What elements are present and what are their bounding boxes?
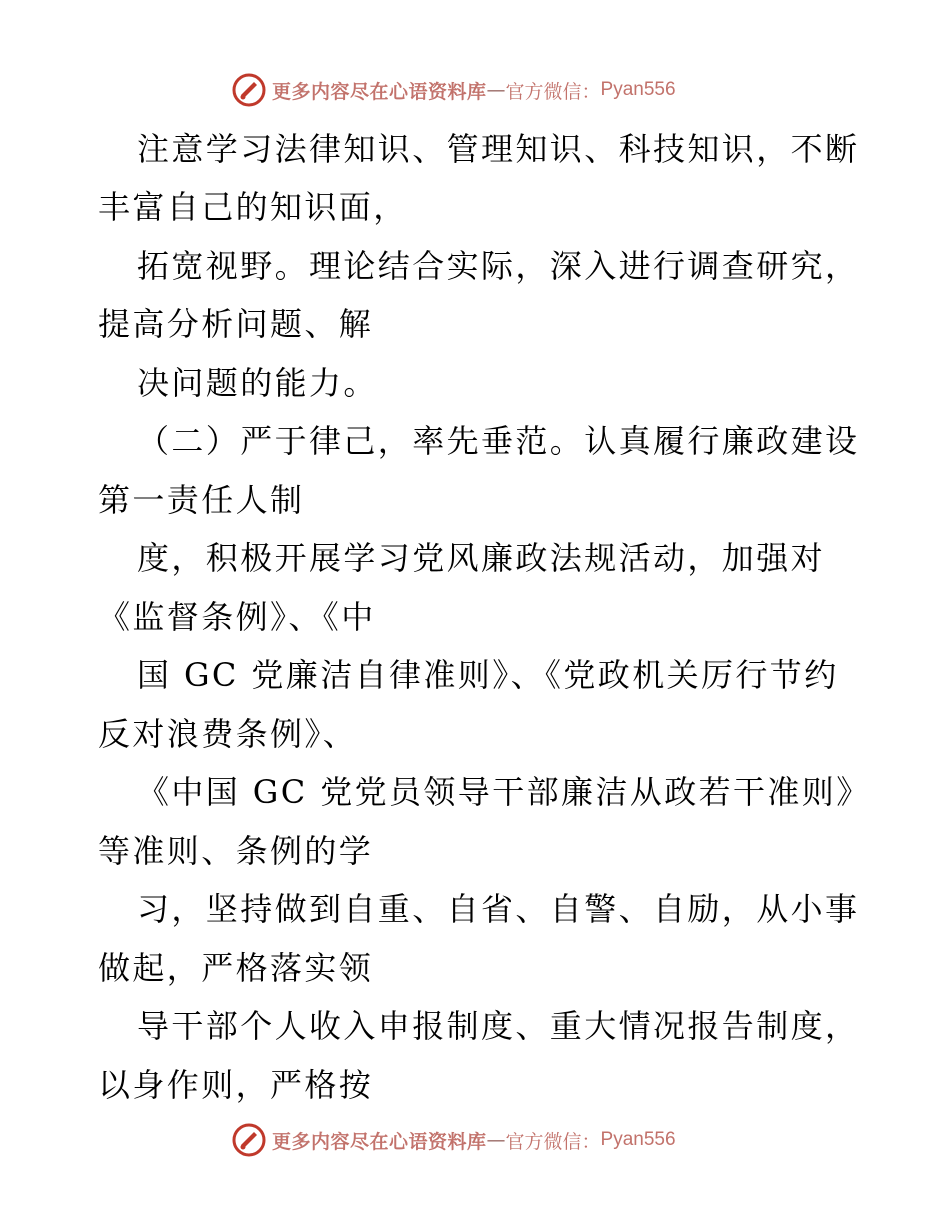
brand-logo-icon: [232, 1123, 266, 1157]
text-line: 《中国 GC 党党员领导干部廉洁从政若干准则》: [137, 773, 871, 811]
banner-separator: —: [486, 1129, 506, 1151]
text-line: 做起，严格落实领: [98, 949, 374, 987]
text-line: 提高分析问题、解: [98, 305, 374, 343]
banner-wechat-id: Pyan556: [600, 79, 676, 100]
header-watermark-banner: [232, 70, 712, 110]
text-line: 以身作则，严格按: [98, 1066, 374, 1104]
banner-brand-text: 更多内容尽在心语资料库: [272, 80, 487, 103]
banner-brand-text: 更多内容尽在心语资料库: [272, 1130, 487, 1153]
text-line: 丰富自己的知识面，: [98, 188, 408, 226]
text-line: 反对浪费条例》、: [98, 715, 358, 753]
text-line: 导干部个人收入申报制度、重大情况报告制度，: [137, 1007, 860, 1045]
text-line: 第一责任人制: [98, 481, 305, 519]
banner-separator: —: [486, 79, 506, 101]
text-line: 等准则、条例的学: [98, 832, 374, 870]
text-line: 拓宽视野。理论结合实际，深入进行调查研究，: [137, 247, 860, 285]
text-line: （二）严于律己，率先垂范。认真履行廉政建设: [137, 422, 860, 460]
footer-watermark-banner: [232, 1120, 712, 1160]
text-line: 国 GC 党廉洁自律准则》、《党政机关厉行节约: [137, 656, 839, 694]
text-line: 决问题的能力。: [137, 364, 378, 402]
text-line: 注意学习法律知识、管理知识、科技知识，不断: [137, 130, 860, 168]
text-line: 《监督条例》、《中: [98, 598, 376, 636]
banner-wechat-id: Pyan556: [600, 1129, 676, 1150]
banner-wechat-label: 官方微信：: [505, 1130, 601, 1153]
text-line: 习，坚持做到自重、自省、自警、自励，从小事: [137, 890, 860, 928]
brand-logo-icon: [232, 73, 266, 107]
banner-wechat-label: 官方微信：: [505, 80, 601, 103]
text-line: 度，积极开展学习党风廉政法规活动，加强对: [137, 539, 826, 577]
